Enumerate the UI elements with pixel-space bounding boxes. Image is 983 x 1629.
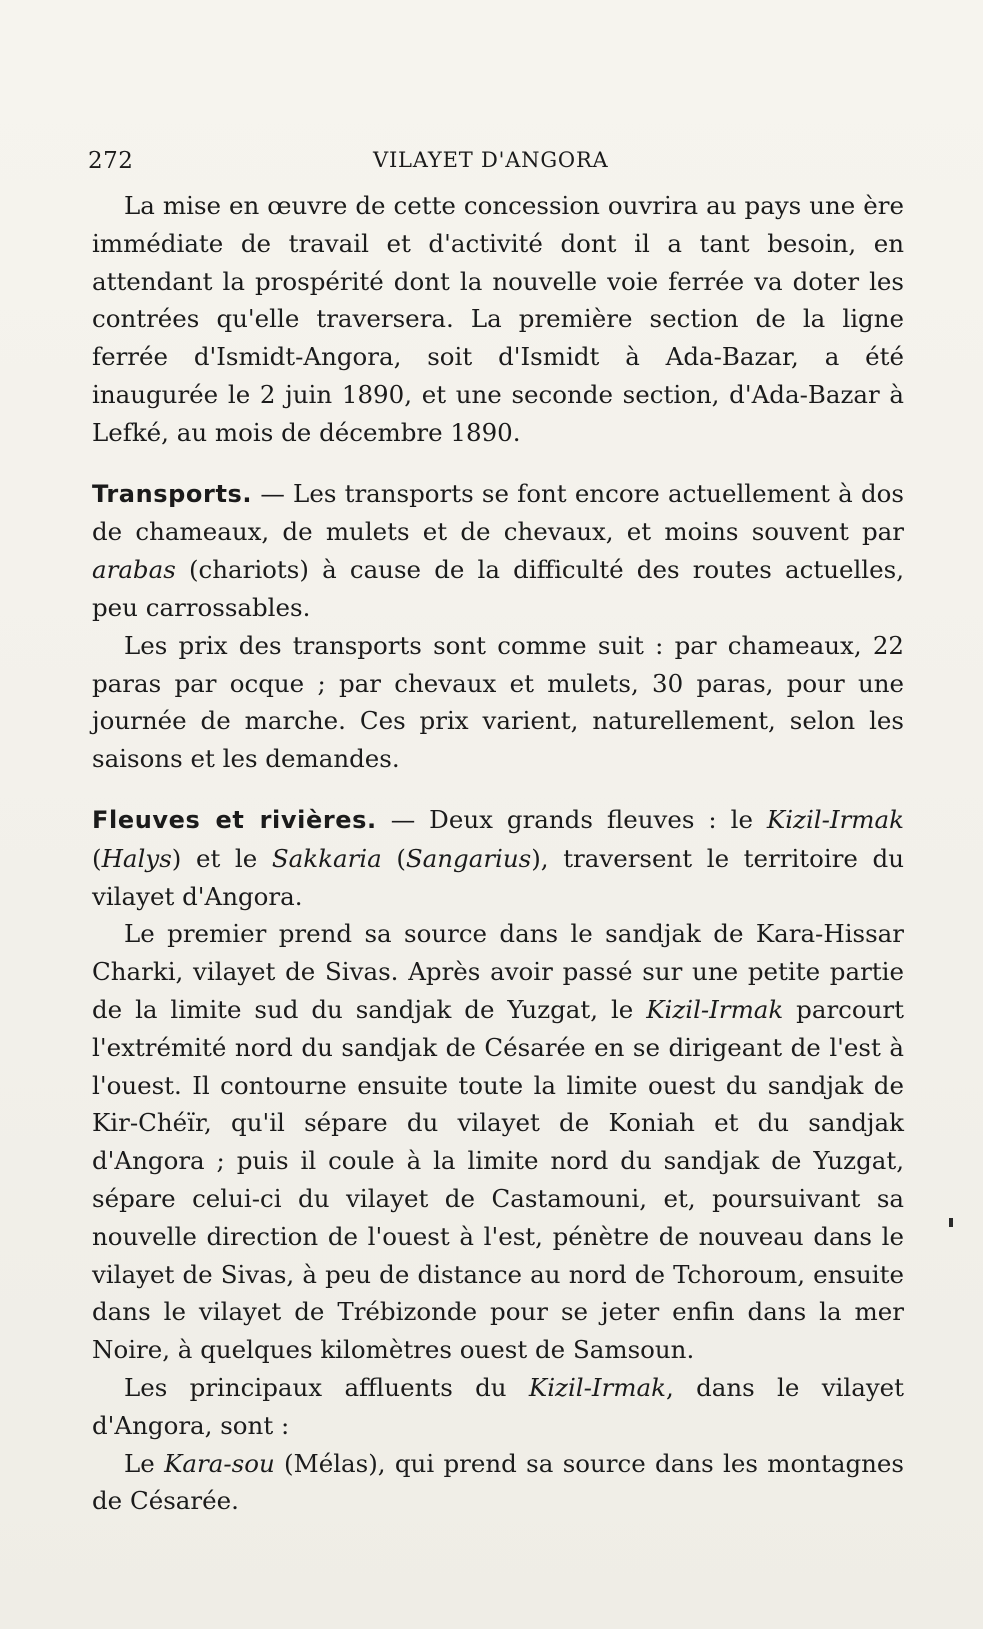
- italic-term: Sakkaria: [271, 843, 382, 873]
- page-number: 272: [88, 148, 134, 174]
- italic-term: Kizil-Irmak: [528, 1372, 666, 1402]
- paragraph-text: (: [381, 843, 406, 873]
- paragraph-text: (: [92, 843, 102, 873]
- italic-term: Halys: [101, 843, 172, 873]
- section-heading-transports: Transports.: [92, 479, 253, 508]
- paragraph-prices: Les prix des transports sont comme suit : par chameaux, 22 paras par ocque ; par chevaux et mulets, 30 paras, pour une journée de marche. Ces prix varient, naturellement, selon les saisons et les demandes.: [92, 630, 904, 774]
- paragraph-concession: La mise en œuvre de cette concession ouvrira au pays une ère immédiate de travail et d'activité dont il a tant besoin, en attendant la prospérité dont la nouvelle voie ferrée va doter les contrées qu'elle traversera. La première section de la ligne ferrée d'Ismidt-Angora, soit d'Ismidt à Ada-Bazar, a été inaugurée le 2 juin 1890, et une seconde section, d'Ada-Bazar à Lefké, au mois de décembre 1890.: [92, 191, 904, 447]
- italic-term: Kara-sou: [164, 1448, 275, 1478]
- paragraph-text: Les principaux affluents du: [124, 1372, 529, 1402]
- section-gap: [92, 452, 904, 475]
- italic-term: arabas: [92, 555, 176, 585]
- margin-mark: [949, 1218, 953, 1227]
- paragraph-kizil-irmak-course: [92, 915, 904, 1369]
- paragraph-transports: [92, 475, 904, 627]
- page-body: [92, 187, 904, 1520]
- section-gap: [92, 778, 904, 801]
- running-head: [88, 148, 908, 176]
- paragraph-text: ) et le: [171, 843, 272, 873]
- paragraph-kara-sou: [92, 1445, 904, 1521]
- paragraph-fleuves: [92, 801, 904, 915]
- paragraph-text: Le: [124, 1448, 165, 1478]
- paragraph-affluents: [92, 1369, 904, 1445]
- italic-term: Kizil-Irmak: [646, 994, 784, 1024]
- paragraph-text: , dans le vilayet d'Angora, sont :: [92, 1372, 905, 1440]
- paragraph-text: Le premier prend sa source dans le sandjak de Kara-Hissar Charki, vilayet de Sivas. Après avoir passé sur une petite partie de la limite sud du sandjak de Yuzgat, le: [92, 919, 904, 1024]
- section-heading-fleuves: Fleuves et rivières.: [92, 805, 377, 834]
- paragraph-text: — Les transports se font encore actuellement à dos de chameaux, de mulets et de chevaux, et moins souvent par: [92, 478, 904, 547]
- paragraph-text: (chariots) à cause de la difficulté des routes actuelles, peu carrossables.: [92, 555, 904, 622]
- italic-term: Kizil-Irmak: [766, 804, 904, 834]
- paragraph-text: parcourt l'extrémité nord du sandjak de Césarée en se dirigeant de l'est à l'ouest. Il contourne ensuite toute la limite ouest du sandjak de Kir-Chéïr, qu'il sépare du vilayet de Koniah et du sandjak d'Angora ; puis il coule à la limite nord du sandjak de Yuzgat, sépare celui-ci du vilayet de Castamouni, et, poursuivant sa nouvelle direction de l'ouest à l'est, pénètre de nouveau dans le vilayet de Sivas, à peu de distance au nord de Tchoroum, ensuite dans le vilayet de Trébizonde pour se jeter enfin dans la mer Noire, à quelques kilomètres ouest de Samsoun.: [92, 994, 904, 1365]
- paragraph-text: (Mélas), qui prend sa source dans les montagnes de Césarée.: [92, 1448, 904, 1516]
- paragraph-text: ), traversent le territoire du vilayet d'Angora.: [92, 843, 904, 911]
- italic-term: Sangarius: [405, 843, 532, 873]
- running-title: VILAYET D'ANGORA: [373, 148, 609, 172]
- paragraph-text: — Deux grands fleuves : le: [376, 804, 767, 834]
